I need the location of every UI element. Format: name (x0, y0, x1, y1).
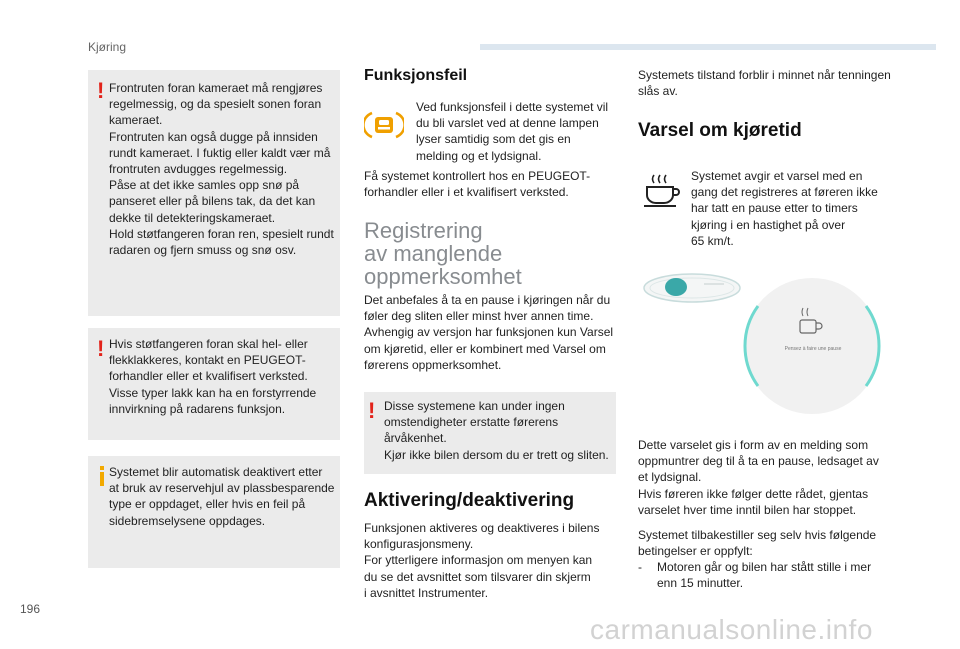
reset-item-dash: - (638, 560, 642, 574)
info-box-deactivation (88, 456, 340, 568)
heading-aktivering: Aktivering/deaktivering (364, 490, 575, 511)
warning-icon: ! (97, 336, 105, 361)
warning-lamp-icon (364, 108, 404, 142)
warning-box-alertness (364, 392, 616, 474)
varsel2-text: Dette varselet gis i form av en melding som oppmuntrer deg til å ta en pause, ledsaget av et lydsignal. Hvis føreren ikke følger dette rådet, gjentas varselet hver time inntil bilen har stoppet. (638, 438, 879, 517)
warning-box-camera (88, 70, 340, 316)
reset-text: Systemet tilbakestiller seg selv hvis følgende betingelser er oppfylt: (638, 528, 877, 559)
heading-registrering (364, 219, 522, 288)
reset-item: Motoren går og bilen har stått stille i mer enn 15 minutter. (657, 560, 872, 591)
watermark: carmanualsonline.info (590, 614, 873, 645)
warning-text-paint: Hvis støtfangeren foran skal hel- eller flekklakkeres, kontakt en PEUGEOT- forhandler eller et kvalifisert verksted. Visse typer lakk kan ha en forstyrrende innvirkning på radarens funksjon. (109, 337, 317, 416)
page-number: 196 (20, 602, 41, 616)
warning-text-camera: Frontruten foran kameraet må rengjøres regelmessig, og da spesielt sonen foran kameraet. Frontruten kan også dugge på innsiden rundt kameraet. I fuktig eller kaldt vær må frontruten avdugges regelmessig. Påse at det ikke samles opp snø på panseret eller på bilens tak, da det kan dekke til detekteringskameraet. Hold støtfangeren foran ren, spesielt rundt radaren og fjern smuss og snø osv. (109, 81, 334, 258)
instrument-panel-illustration (640, 266, 890, 432)
info-icon (100, 472, 104, 486)
heading-registrering-line3: oppmerksomhet (364, 264, 522, 289)
heading-funksjonsfeil: Funksjonsfeil (364, 67, 468, 84)
header-bar (480, 44, 936, 50)
kontroll-text: Få systemet kontrollert hos en PEUGEOT- forhandler eller i et kvalifisert verksted. (364, 169, 591, 200)
warning-text-alertness: Disse systemene kan under ingen omstendigheter erstatte førerens årvåkenhet. Kjør ikke bilen dersom du er trett og sliten. (384, 399, 609, 462)
coffee-cup-icon (641, 173, 681, 209)
aktivering-text: Funksjonen aktiveres og deaktiveres i bilens konfigurasjonsmeny. For ytterligere informasjon om menyen kan du se det avsnittet som tilsvarer din skjerm i avsnittet Instrumenter. (364, 521, 600, 600)
heading-varsel-kjoretid: Varsel om kjøretid (638, 120, 802, 141)
heading-registrering-line1: Registrering (364, 218, 483, 243)
warning-box-paint (88, 328, 340, 440)
warning-icon: ! (97, 78, 105, 103)
registrering-text: Det anbefales å ta en pause i kjøringen når du føler deg sliten eller minst hver annen time. Avhengig av versjon har funksjonen kun Varsel om kjøretid, eller er kombinert med Varsel om førerens oppmerksomhet. (364, 293, 614, 372)
varsel-text: Systemet avgir et varsel med en gang det registreres at føreren ikke har tatt en pause etter to timers kjøring i en hastighet på over 65 km/t. (691, 169, 878, 248)
screen-message: Pensez à faire une pause (784, 346, 842, 352)
heading-registrering-line2: av manglende (364, 241, 503, 266)
state-text: Systemets tilstand forblir i minnet når tenningen slås av. (638, 68, 891, 99)
funksjonsfeil-text: Ved funksjonsfeil i dette systemet vil du bli varslet ved at denne lampen lyser samtidig som det gis en melding og et lydsignal. (416, 100, 609, 163)
section-title: Kjøring (88, 40, 127, 54)
warning-icon: ! (368, 398, 376, 423)
info-text-deactivation: Systemet blir automatisk deaktivert etter at bruk av reservehjul av plassbesparende type er oppdaget, eller hvis en feil på sidebremselysene oppdages. (109, 465, 335, 528)
